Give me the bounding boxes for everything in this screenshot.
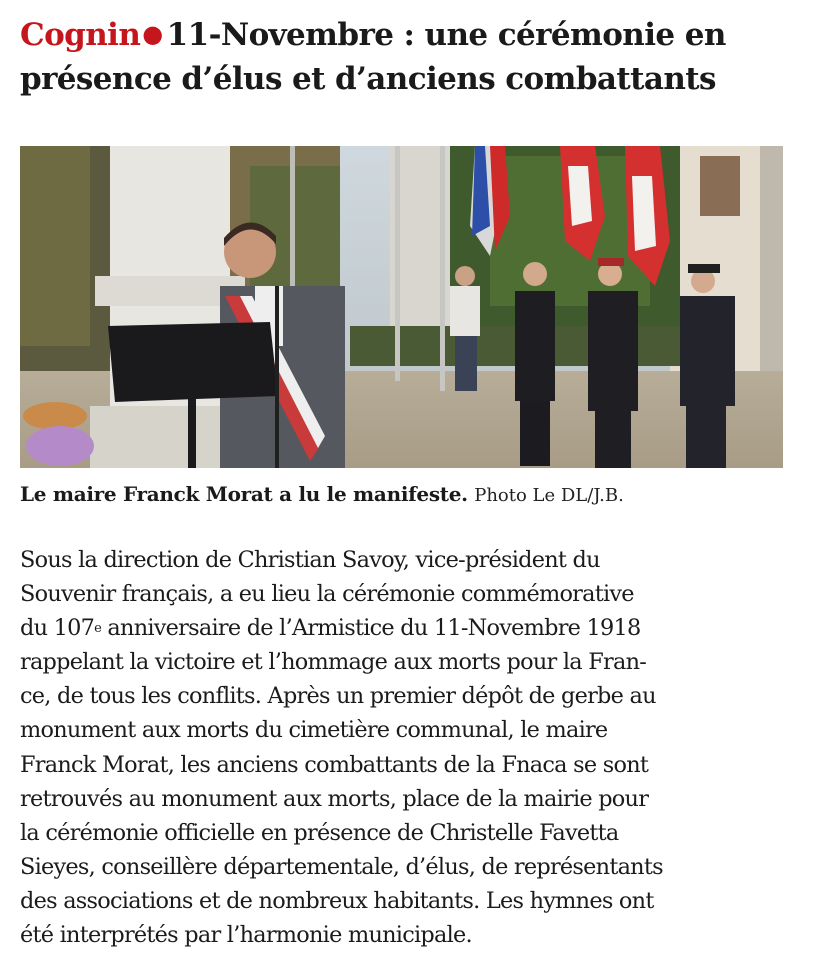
article-line: des associations et de nombreux habitants. Les hymnes ont [20, 887, 654, 914]
article-line: la cérémonie officielle en présence de Christelle Favetta [20, 819, 619, 846]
photo-caption [20, 480, 800, 510]
article-line: rappelant la victoire et l’hommage aux morts pour la Fran- [20, 649, 647, 676]
ordinal-superscript: e [94, 621, 102, 637]
article-line: retrouvés au monument aux morts, place de la mairie pour [20, 785, 649, 812]
caption-text: Le maire Franck Morat a lu le manifeste. [20, 482, 468, 506]
headline-line-2: présence d’élus et d’anciens combattants [20, 61, 716, 97]
article-body [20, 543, 795, 952]
article-line: été interprétés par l’harmonie municipale. [20, 922, 472, 949]
article-line [20, 611, 795, 645]
headline-line-1: 11-Novembre : une cérémonie en [166, 17, 726, 53]
article-line: monument aux morts du cimetière communal, le maire [20, 717, 608, 744]
town-name: Cognin [20, 17, 141, 53]
photo-credit: Photo Le DL/J.B. [474, 485, 624, 506]
ceremony-photo [20, 146, 783, 468]
article-text: du 107 [20, 615, 95, 642]
article-line: Sieyes, conseillère départementale, d’élus, de représentants [20, 853, 663, 880]
red-bullet-icon: ● [142, 19, 163, 48]
article-headline [20, 14, 800, 100]
article-line: Souvenir français, a eu lieu la cérémonie commémorative [20, 581, 634, 608]
article-line: Franck Morat, les anciens combattants de la Fnaca se sont [20, 751, 649, 778]
article-line: Sous la direction de Christian Savoy, vice-président du [20, 547, 600, 573]
ceremony-photo-illustration [20, 146, 783, 468]
article-text: anniversaire de l’Armistice du 11-Novembre 1918 [101, 615, 641, 642]
article-line: ce, de tous les conflits. Après un premier dépôt de gerbe au [20, 683, 656, 710]
